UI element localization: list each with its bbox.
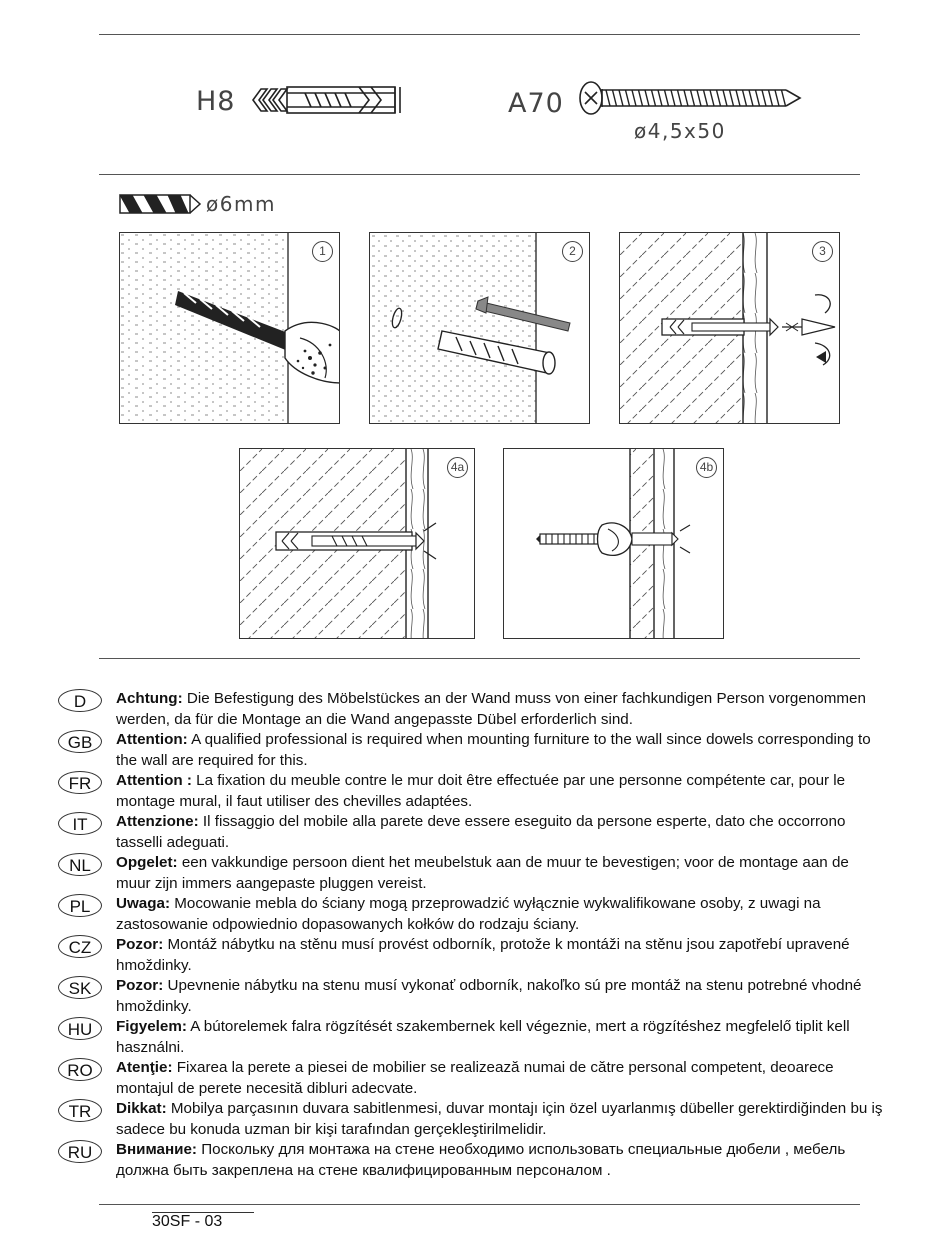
drill-size-label: ø6mm [206,192,276,216]
step-1-badge: 1 [312,241,333,262]
warning-body: Il fissaggio del mobile alla parete deve essere eseguito da persone esperte, dato che occorrono tasselli adeguati. [116,813,846,851]
warning-text [116,976,886,1017]
screw-size-label: ø4,5x50 [634,119,726,143]
language-badge: HU [58,1017,102,1040]
warning-body: Upevnenie nábytku na stenu musí vykonať odborník, nakoľko sú pre montáž na stenu potrebné vhodné hmoždinky. [116,977,862,1015]
step-4b-badge: 4b [696,457,717,478]
language-badge: IT [58,812,102,835]
warning-title: Attention: [116,731,188,748]
step-4a-panel [239,448,475,639]
step-4b-panel [503,448,724,639]
warning-text [116,1058,886,1099]
warning-text [116,935,886,976]
warning-body: La fixation du meuble contre le mur doit être effectuée par une personne compétente car, pour le montage mural, il faut utiliser des chevilles adaptées. [116,772,846,810]
warning-title: Dikkat: [116,1100,167,1117]
language-badge: PL [58,894,102,917]
warning-body: Die Befestigung des Möbelstückes an der Wand muss von einer fachkundigen Person vorgenommen werden, da für die Montage an die Wand angepasste Dübel erforderlich sind. [116,690,866,728]
warning-body: Поскольку для монтажа на стене необходимо использовать специальные дюбели , мебель должна быть закреплена на стене квалифицированным персоналом . [116,1141,846,1179]
drill-bit-icon [118,192,202,216]
footer-rule [99,1204,860,1205]
step-3-panel [619,232,840,424]
warning-text [116,1099,886,1140]
warning-text [116,689,886,730]
step-4a-badge: 4a [447,457,468,478]
language-badge: TR [58,1099,102,1122]
warning-title: Opgelet: [116,854,178,871]
document-code: 30SF - 03 [152,1213,223,1230]
screw-icon [576,80,806,116]
warning-title: Atenţie: [116,1059,173,1076]
step-1-panel [119,232,340,424]
warning-text [116,894,886,935]
warning-title: Figyelem: [116,1018,187,1035]
language-badge: D [58,689,102,712]
instructions-rule [99,658,860,659]
warning-text [116,1140,886,1181]
screw-label: A70 [508,88,564,119]
warning-text [116,812,886,853]
warning-title: Uwaga: [116,895,171,912]
language-badge: RO [58,1058,102,1081]
parts-rule [99,174,860,175]
warning-body: Fixarea la perete a piesei de mobilier se realizează numai de către personal competent, deoarece montajul de perete necesită dibluri adecvate. [116,1059,834,1097]
dowel-label: H8 [196,86,236,117]
warning-text [116,853,886,894]
warning-text [116,730,886,771]
warning-body: een vakkundige persoon dient het meubelstuk aan de muur te bevestigen; voor de montage aan de muur zijn immers aangepaste pluggen vereist. [116,854,849,892]
warning-title: Attenzione: [116,813,199,830]
language-badge: GB [58,730,102,753]
warning-body: A bútorelemek falra rögzítését szakembernek kell végeznie, mert a rögzítéshez megfelelő tiplit kell használni. [116,1018,850,1056]
language-badge: SK [58,976,102,999]
warning-text [116,771,886,812]
warning-body: Mocowanie mebla do ściany mogą przeprowadzić wyłącznie wykwalifikowane osoby, z uwagi na zastosowanie odpowiednio dopasowanych kołków do rodzaju ściany. [116,895,821,933]
warning-body: Mobilya parçasının duvara sabitlenmesi, duvar montajı için özel uyarlanmış dübeller gerektirdiğinden bu iş sadece bu konuda uzman bir kişi tarafından gerçekleştirilmelidir. [116,1100,883,1138]
warning-title: Achtung: [116,690,183,707]
warning-title: Внимание: [116,1141,197,1158]
warning-title: Pozor: [116,977,164,994]
language-badge: NL [58,853,102,876]
warning-title: Pozor: [116,936,164,953]
dowel-icon [247,84,405,116]
warning-title: Attention : [116,772,192,789]
warning-text [116,1017,886,1058]
warning-body: Montáž nábytku na stěnu musí provést odborník, protože k montáži na stěnu jsou zapotřebí upravené hmoždinky. [116,936,850,974]
top-rule [99,34,860,35]
language-badge: RU [58,1140,102,1163]
warning-body: A qualified professional is required when mounting furniture to the wall since dowels corresponding to the wall are required for this. [116,731,871,769]
language-badge: FR [58,771,102,794]
step-2-badge: 2 [562,241,583,262]
language-badge: CZ [58,935,102,958]
step-3-badge: 3 [812,241,833,262]
step-2-panel [369,232,590,424]
